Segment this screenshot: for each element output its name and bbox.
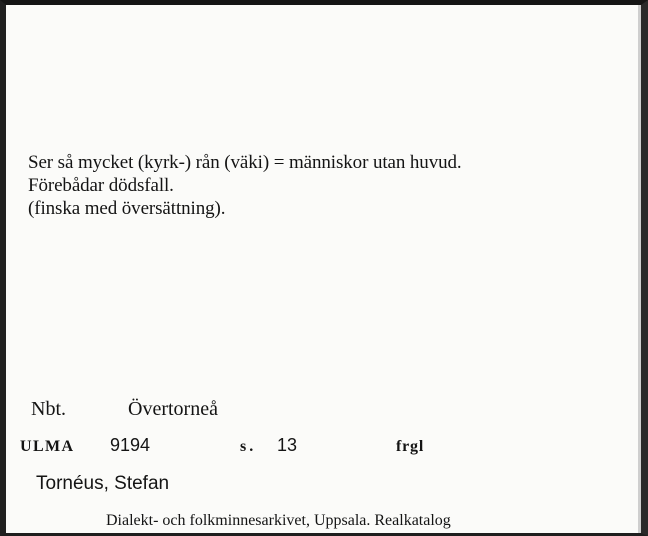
body-line-3: (finska med översättning). <box>28 198 226 219</box>
body-line-2: Förebådar dödsfall. <box>28 175 174 196</box>
card-body-text <box>28 151 638 220</box>
parish-value: Övertorneå <box>128 398 218 420</box>
body-line-1: Ser så mycket (kyrk-) rån (väki) = människor utan huvud. <box>28 152 462 173</box>
ulma-label: ULMA <box>20 438 75 455</box>
archive-footer: Dialekt- och folkminnesarkivet, Uppsala. Realkatalog <box>106 512 451 529</box>
frgl-label: frgl <box>396 438 425 455</box>
page-number: 13 <box>277 435 298 455</box>
parish-label: Nbt. <box>31 398 66 420</box>
archive-reference-row <box>20 435 640 461</box>
parish-row <box>31 398 218 421</box>
page-label: s. <box>240 438 257 455</box>
informant-name: Tornéus, Stefan <box>36 473 170 494</box>
ulma-number: 9194 <box>110 435 151 455</box>
